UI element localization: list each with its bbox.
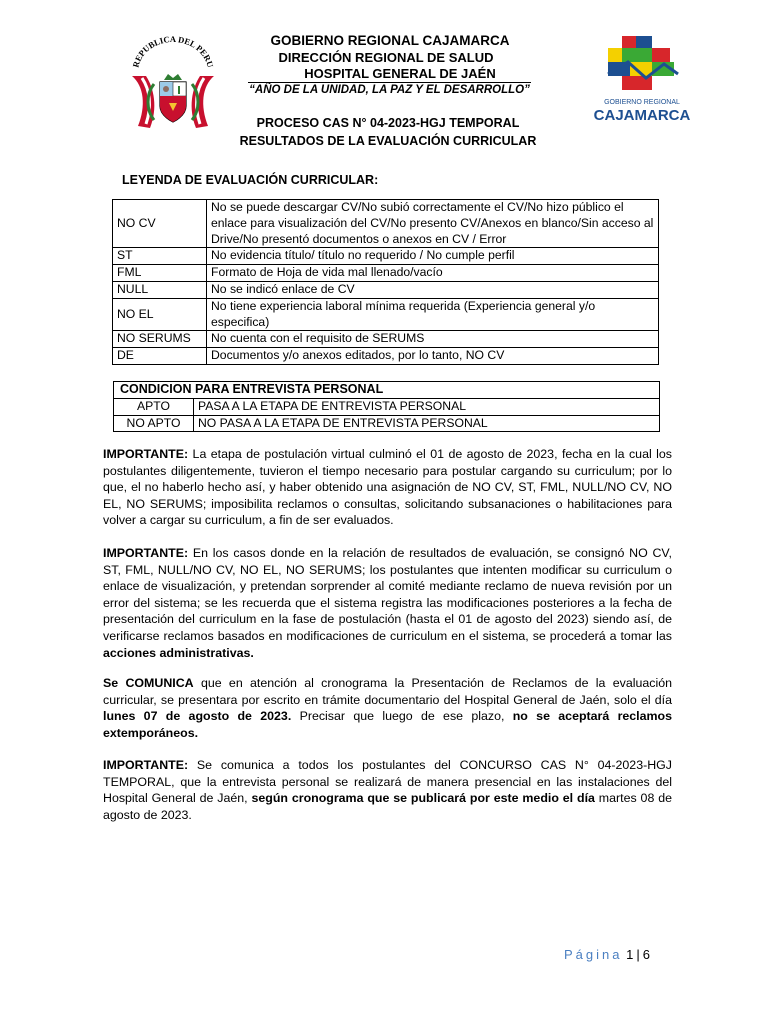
condition-table (113, 381, 660, 432)
header-hospital: HOSPITAL GENERAL DE JAÉN (304, 66, 496, 81)
condition-row (114, 415, 660, 432)
notice-text: En los casos donde en la relación de resultados de evaluación, se consignó NO CV, ST, FML, NULL/NO CV, NO EL, NO SERUMS; los postulantes que intenten modificar su curriculum o enlace de visualización, y pretendan sorprender al comité mediante reclamo de nueva revisión por un error del sistema; se les recuerda que el sistema registra las modificaciones posteriores a la fecha de presentación del curriculum en la fase de postulación (hasta el 01 de agosto del 2023) siendo así, de verificarse reclamos basados en modificaciones de curriculum en el sistema, se procederá a tomar las (103, 546, 672, 643)
logo-top-text: GOBIERNO REGIONAL (604, 99, 680, 106)
legend-description: No tiene experiencia laboral mínima requerida (Experiencia general y/o especifica) (207, 298, 659, 331)
legend-code: NO EL (113, 298, 207, 331)
document-title: PROCESO CAS N° 04-2023-HGJ TEMPORAL (256, 116, 520, 130)
legend-row (113, 281, 659, 298)
legend-table (112, 199, 659, 365)
legend-code: ST (113, 248, 207, 265)
legend-code: NO SERUMS (113, 331, 207, 348)
notice-label: IMPORTANTE: (103, 546, 189, 560)
legend-row (113, 298, 659, 331)
notice-emphasis: acciones administrativas. (103, 645, 254, 660)
legend-description: Formato de Hoja de vida mal llenado/vacío (207, 265, 659, 282)
notice-text: Precisar que luego de ese plazo, (291, 709, 513, 724)
document-subtitle: RESULTADOS DE LA EVALUACIÓN CURRICULAR (239, 134, 537, 148)
svg-text:REPUBLICA DEL PERU (130, 36, 215, 69)
condition-header: CONDICION PARA ENTREVISTA PERSONAL (114, 382, 660, 399)
notice-emphasis: lunes 07 de agosto de 2023. (103, 709, 292, 724)
seal-arc-text: REPUBLICA DEL PERU (130, 36, 216, 69)
legend-description: No se puede descargar CV/No subió correctamente el CV/No hizo público el enlace para visualización del CV/No presento CV/Anexos en blanco/Sin acceso al Drive/No presentó documentos o anexos en CV / Error (207, 200, 659, 248)
legend-description: Documentos y/o anexos editados, por lo tanto, NO CV (207, 348, 659, 365)
page-total: 6 (642, 947, 650, 962)
page-word: Página (564, 947, 623, 962)
notice-label: Se COMUNICA (103, 676, 194, 690)
notice-text: martes 08 de agosto de 2023. (103, 791, 673, 822)
notice-paragraph-1 (103, 446, 672, 529)
header-government: GOBIERNO REGIONAL CAJAMARCA (270, 33, 510, 48)
condition-code: NO APTO (114, 415, 194, 432)
gobierno-regional-cajamarca-logo (588, 34, 696, 126)
legend-description: No se indicó enlace de CV (207, 281, 659, 298)
notice-emphasis: según cronograma que se publicará por este medio el día (251, 791, 595, 806)
notice-paragraph-3 (103, 675, 672, 741)
logo-bottom-text: CAJAMARCA (593, 107, 691, 124)
condition-row (114, 398, 660, 415)
legend-code: FML (113, 265, 207, 282)
legend-row (113, 348, 659, 365)
page-footer (564, 947, 650, 962)
notice-label: IMPORTANTE: (103, 447, 189, 461)
notice-text: que en atención al cronograma la Presentación de Reclamos de la evaluación curricular, se presentara por escrito en trámite documentario del Hospital General de Jaén, solo el día (103, 676, 672, 707)
legend-code: NO CV (113, 200, 207, 248)
legend-description: No evidencia título/ título no requerido / No cumple perfil (207, 248, 659, 265)
notice-label: IMPORTANTE: (103, 758, 189, 772)
notice-text: La etapa de postulación virtual culminó el 01 de agosto de 2023, fecha en la cual los postulantes diligentemente, tuvieron el tiempo necesario para postular cargando su curriculum; por lo que, el no haberlo hecho así, y haber obtenido una asignación de NO CV, ST, FML, NULL/NO CV, NO EL, NO SERUMS; imposibilita reclamos o consultas, solicitando subsanaciones o habilitaciones para volver a cargar su curriculum, a fin de ser evaluados. (103, 447, 672, 528)
condition-description: NO PASA A LA ETAPA DE ENTREVISTA PERSONAL (194, 415, 660, 432)
legend-row (113, 265, 659, 282)
header-divider (248, 82, 531, 83)
condition-description: PASA A LA ETAPA DE ENTREVISTA PERSONAL (194, 398, 660, 415)
legend-row (113, 331, 659, 348)
notice-paragraph-2 (103, 545, 672, 661)
legend-description: No cuenta con el requisito de SERUMS (207, 331, 659, 348)
legend-title: LEYENDA DE EVALUACIÓN CURRICULAR: (122, 173, 379, 187)
legend-code: NULL (113, 281, 207, 298)
condition-code: APTO (114, 398, 194, 415)
notice-text: Se comunica a todos los postulantes del CONCURSO CAS N° 04-2023-HGJ TEMPORAL, que la entrevista personal se realizará de manera presencial en las instalaciones del Hospital General de Jaén, (103, 758, 672, 806)
legend-code: DE (113, 348, 207, 365)
notice-emphasis: no se aceptará reclamos extemporáneos. (103, 709, 672, 740)
legend-row (113, 248, 659, 265)
notice-paragraph-4 (103, 757, 672, 823)
legend-row (113, 200, 659, 248)
page-number: 1 (626, 947, 634, 962)
page-separator: | (636, 947, 640, 962)
header-motto: “AÑO DE LA UNIDAD, LA PAZ Y EL DESARROLLO” (249, 84, 530, 96)
header-direction: DIRECCIÓN REGIONAL DE SALUD (278, 50, 494, 65)
